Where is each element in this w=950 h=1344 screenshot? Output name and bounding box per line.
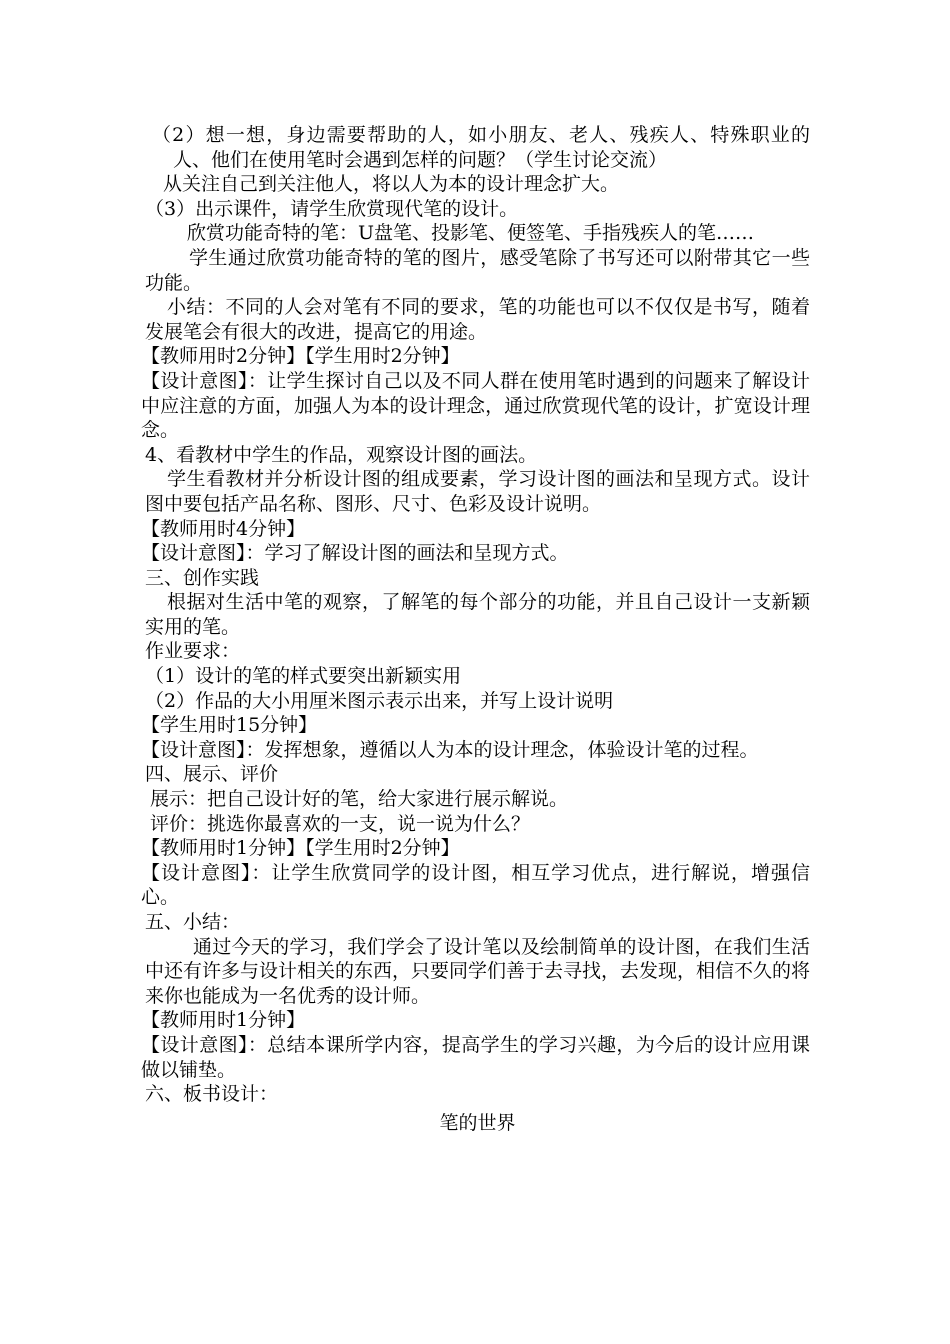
paragraph-design-intent-4: 【设计意图】：让学生欣赏同学的设计图，相互学习优点，进行解说，增强信心。 [141, 861, 810, 909]
paragraph-design-intent-5: 【设计意图】：总结本课所学内容，提高学生的学习兴趣，为今后的设计应用课做以铺垫。 [141, 1033, 810, 1081]
heading-section-6: 六、板书设计： [145, 1083, 279, 1106]
paragraph-time-1: 【教师用时2分钟】【学生用时2分钟】 [141, 345, 460, 368]
paragraph-design-intent-2: 【设计意图】：学习了解设计图的画法和呈现方式。 [141, 542, 569, 565]
paragraph-create-practice: 根据对生活中笔的观察，了解笔的每个部分的功能，并且自己设计一支新颖实用的笔。 [145, 591, 810, 638]
paragraph-special-pens: 欣赏功能奇特的笔：U盘笔、投影笔、便签笔、手指残疾人的笔…… [187, 222, 755, 245]
paragraph-time-2: 【教师用时4分钟】 [141, 517, 306, 540]
paragraph-lesson-summary: 通过今天的学习，我们学会了设计笔以及绘制简单的设计图，在我们生活中还有许多与设计相关的东西，只要同学们善于去寻找，去发现，相信不久的将来你也能成为一名优秀的设计师。 [145, 935, 811, 1007]
paragraph-summary-pen-function: 小结：不同的人会对笔有不同的要求，笔的功能也可以不仅仅是书写，随着发展笔会有很大的改进，提高它的用途。 [145, 296, 810, 343]
paragraph-step-4: 4、看教材中学生的作品，观察设计图的画法。 [145, 443, 538, 466]
paragraph-evaluate: 评价：挑选你最喜欢的一支，说一说为什么？ [150, 812, 531, 835]
heading-section-3: 三、创作实践 [145, 566, 260, 589]
paragraph-homework-label: 作业要求： [145, 640, 241, 663]
paragraph-time-3: 【学生用时15分钟】 [141, 714, 318, 737]
paragraph-time-4: 【教师用时1分钟】【学生用时2分钟】 [141, 837, 460, 860]
paragraph-focus-others: 从关注自己到关注他人，将以人为本的设计理念扩大。 [163, 173, 620, 196]
paragraph-show-courseware: （3）出示课件，请学生欣赏现代笔的设计。 [145, 197, 519, 220]
paragraph-design-intent-1: 【设计意图】：让学生探讨自己以及不同人群在使用笔时遇到的问题来了解设计中应注意的方面，加强人为本的设计理念，通过欣赏现代笔的设计，扩宽设计理念。 [141, 369, 810, 442]
paragraph-appreciate-pens: 学生通过欣赏功能奇特的笔的图片，感受笔除了书写还可以附带其它一些功能。 [145, 246, 810, 294]
heading-section-5: 五、小结： [145, 911, 241, 933]
paragraph-think-question: （2）想一想，身边需要帮助的人，如小朋友、老人、残疾人、特殊职业的人、他们在使用笔时会遇到怎样的问题？（学生讨论交流） [152, 124, 810, 171]
paragraph-analyze-design: 学生看教材并分析设计图的组成要素，学习设计图的画法和呈现方式。设计图中要包括产品名称、图形、尺寸、色彩及设计说明。 [145, 468, 810, 515]
heading-section-4: 四、展示、评价 [145, 763, 279, 786]
paragraph-design-intent-3: 【设计意图】：发挥想象，遵循以人为本的设计理念，体验设计笔的过程。 [141, 738, 759, 761]
paragraph-requirement-2: （2）作品的大小用厘米图示表示出来，并写上设计说明 [145, 689, 614, 712]
paragraph-show: 展示：把自己设计好的笔，给大家进行展示解说。 [150, 788, 569, 811]
paragraph-time-5: 【教师用时1分钟】 [141, 1009, 306, 1032]
paragraph-requirement-1: （1）设计的笔的样式要突出新颖实用 [145, 665, 462, 688]
board-title: 笔的世界 [439, 1111, 516, 1134]
document-body [141, 123, 811, 1135]
